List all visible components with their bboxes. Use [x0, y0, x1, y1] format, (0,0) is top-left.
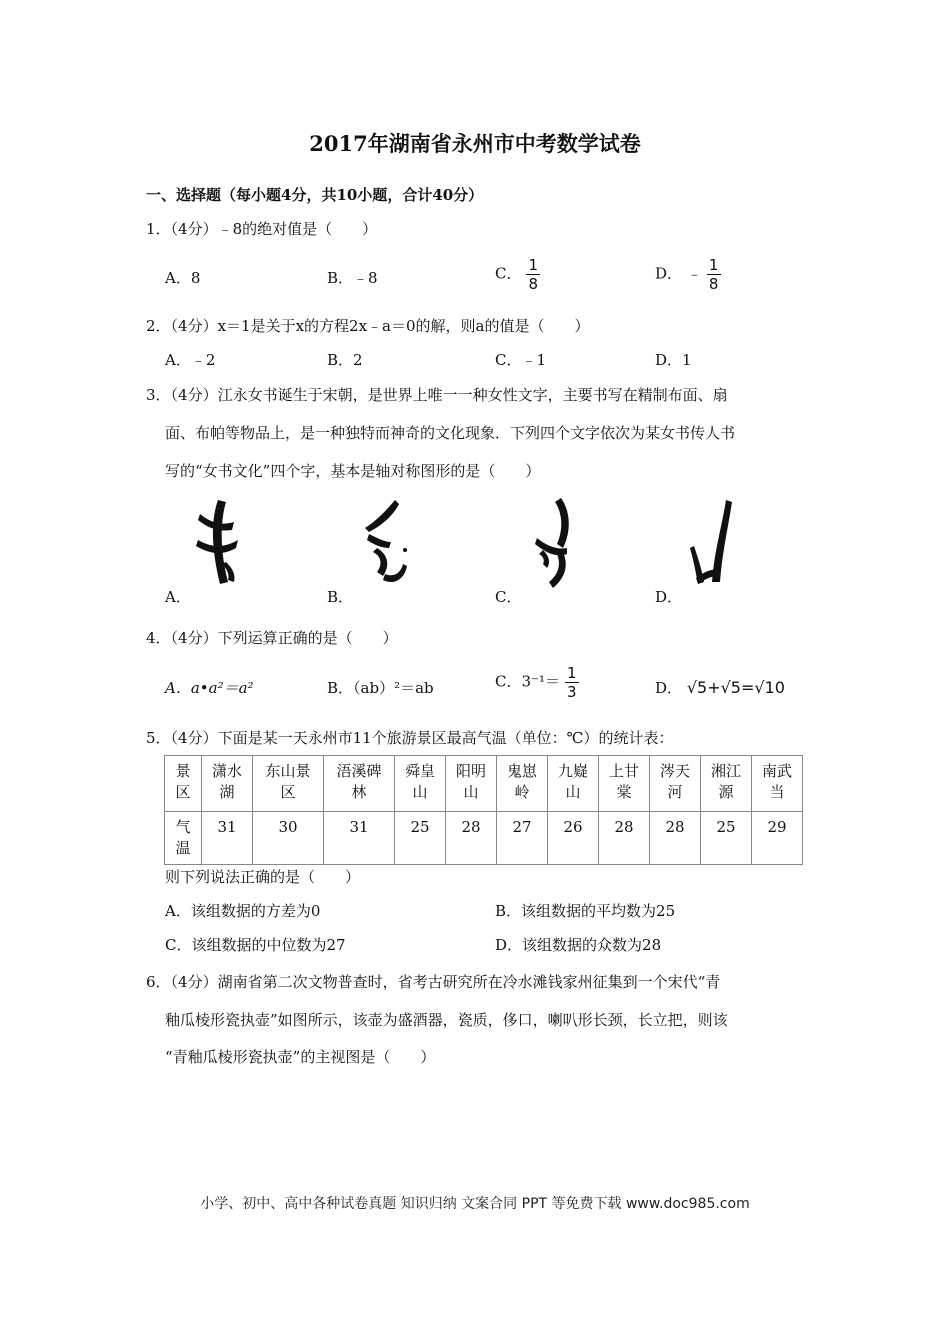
q1-option-d	[655, 256, 721, 293]
table-cell: 上甘 棠	[599, 756, 650, 812]
table-cell: 九嶷 山	[548, 756, 599, 812]
question-3-line-3: 写的“女书文化”四个字，基本是轴对称图形的是（ ）	[165, 462, 541, 480]
table-cell: 舜皇 山	[395, 756, 446, 812]
question-3-line-1: 3．（4分）江永女书诞生于宋朝，是世界上唯一一种女性文字，主要书写在精制布面、扇	[146, 386, 728, 404]
nushu-character-d-image	[682, 492, 742, 592]
q1-option-a: A．8	[165, 269, 201, 287]
question-2-stem: 2．（4分）x＝1是关于x的方程2x﹣a＝0的解，则a的值是（ ）	[146, 317, 590, 335]
q1-option-d-label: D．	[655, 264, 683, 283]
radical-expression: √5+√5=√10	[686, 678, 785, 697]
q1-option-b: B．﹣8	[327, 269, 378, 287]
table-cell: 浯溪碑 林	[324, 756, 395, 812]
q3-option-a: A．	[165, 588, 191, 606]
question-1-stem: 1．（4分）﹣8的绝对值是（ ）	[146, 220, 378, 238]
table-cell: 28	[599, 812, 650, 865]
table-cell: 25	[395, 812, 446, 865]
denominator: 3	[566, 683, 577, 701]
table-cell: 气 温	[165, 812, 202, 865]
table-cell: 潇水 湖	[202, 756, 253, 812]
question-5-stem: 5．（4分）下面是某一天永州市11个旅游景区最高气温（单位：℃）的统计表：	[146, 729, 674, 747]
table-row	[165, 812, 803, 865]
q5-option-c: C．该组数据的中位数为27	[165, 936, 346, 954]
table-cell: 31	[324, 812, 395, 865]
q2-option-c: C．﹣1	[495, 351, 547, 369]
nushu-character-a-image	[190, 492, 250, 592]
q3-option-d: D．	[655, 588, 683, 606]
q4-option-d	[655, 677, 785, 698]
table-cell: 鬼崽 岭	[497, 756, 548, 812]
page-title: 2017年湖南省永州市中考数学试卷	[309, 131, 641, 156]
q1-option-c	[495, 256, 540, 293]
numerator: 1	[566, 664, 577, 682]
numerator: 1	[708, 256, 719, 274]
numerator: 1	[528, 256, 539, 274]
table-cell: 28	[446, 812, 497, 865]
minus-sign: ﹣	[686, 264, 702, 283]
q2-option-a: A．﹣2	[165, 351, 216, 369]
q5-option-a: A．该组数据的方差为0	[165, 902, 321, 920]
table-cell: 27	[497, 812, 548, 865]
question-6-line-2: 釉瓜棱形瓷执壶”如图所示，该壶为盛酒器，瓷质，侈口，喇叭形长颈，长立把，则该	[165, 1011, 728, 1029]
question-5-followup: 则下列说法正确的是（ ）	[165, 868, 361, 886]
table-cell: 30	[253, 812, 324, 865]
table-cell: 湘江 源	[701, 756, 752, 812]
denominator: 8	[528, 275, 539, 293]
q4-option-c-label: C．3⁻¹＝	[495, 672, 560, 691]
table-cell: 31	[202, 812, 253, 865]
table-cell: 28	[650, 812, 701, 865]
fraction	[526, 256, 540, 293]
q5-option-b: B．该组数据的平均数为25	[495, 902, 676, 920]
nushu-character-c-image	[527, 492, 587, 592]
q3-option-c: C．	[495, 588, 522, 606]
table-cell: 景 区	[165, 756, 202, 812]
q4-option-c	[495, 664, 579, 701]
page-footer: 小学、初中、高中各种试卷真题 知识归纳 文案合同 PPT 等免费下载 www.doc985.com	[200, 1196, 750, 1212]
q2-option-b: B．2	[327, 351, 363, 369]
table-header-row	[165, 756, 803, 812]
q3-option-b: B．	[327, 588, 354, 606]
q2-option-d: D．1	[655, 351, 692, 369]
q4-option-a: A．a•a²＝a²	[165, 679, 254, 697]
q1-option-c-label: C．	[495, 264, 522, 283]
temperature-table	[164, 755, 803, 865]
table-cell: 南武 当	[752, 756, 803, 812]
question-6-line-3: “青釉瓜棱形瓷执壶”的主视图是（ ）	[165, 1048, 436, 1066]
fraction	[565, 664, 579, 701]
fraction	[707, 256, 721, 293]
q4-option-b: B．（ab）²＝ab	[327, 679, 434, 697]
denominator: 8	[708, 275, 719, 293]
table-cell: 26	[548, 812, 599, 865]
table-cell: 东山景 区	[253, 756, 324, 812]
section-heading: 一、选择题（每小题4分，共10小题，合计40分）	[146, 186, 484, 204]
question-6-line-1: 6．（4分）湖南省第二次文物普查时，省考古研究所在冷水滩钱家州征集到一个宋代“青	[146, 973, 721, 991]
q5-option-d: D．该组数据的众数为28	[495, 936, 662, 954]
table-cell: 25	[701, 812, 752, 865]
table-cell: 涔天 河	[650, 756, 701, 812]
table-cell: 阳明 山	[446, 756, 497, 812]
nushu-character-b-image	[355, 492, 415, 592]
table-cell: 29	[752, 812, 803, 865]
q4-option-d-label: D．	[655, 679, 683, 697]
question-4-stem: 4．（4分）下列运算正确的是（ ）	[146, 629, 398, 647]
question-3-line-2: 面、布帕等物品上，是一种独特而神奇的文化现象．下列四个文字依次为某女书传人书	[165, 424, 736, 442]
